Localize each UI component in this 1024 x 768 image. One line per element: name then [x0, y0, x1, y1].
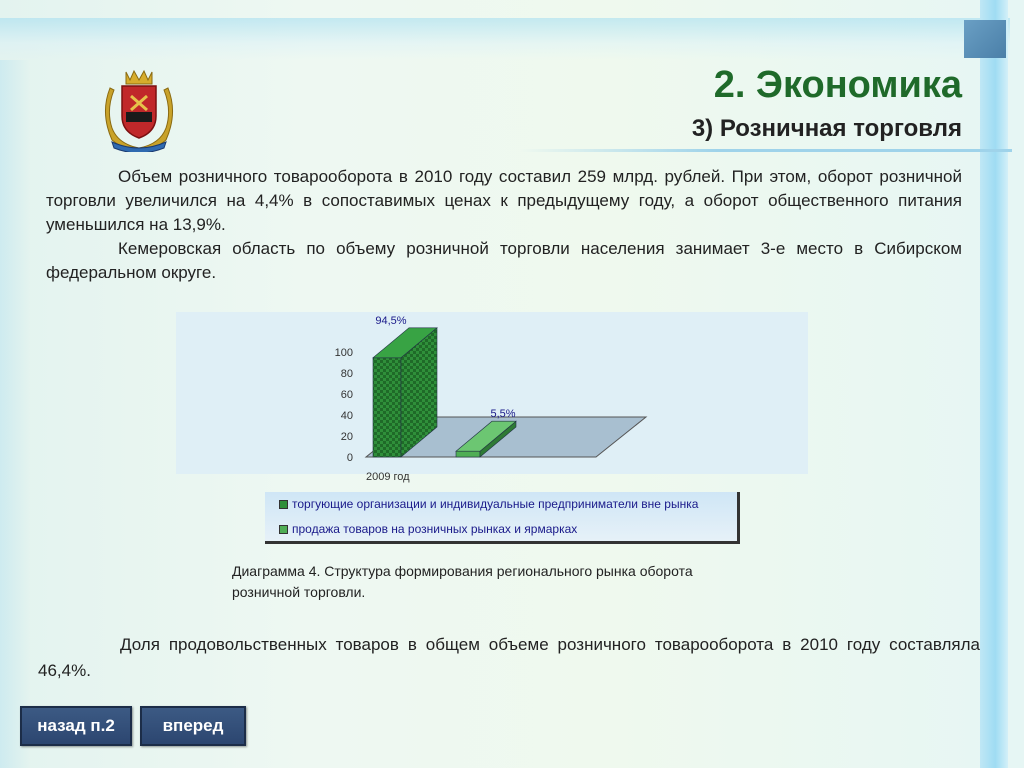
legend-swatch	[279, 525, 288, 534]
body-paragraph: Доля продовольственных товаров в общем объеме розничного товарооборота в 2010 году составляла 46,4%.	[38, 635, 980, 680]
legend-item	[279, 522, 577, 536]
y-tick-label: 80	[340, 368, 353, 380]
legend-swatch	[279, 500, 288, 509]
data-label: 5,5%	[490, 408, 516, 421]
page-title: 2. Экономика	[713, 64, 962, 106]
y-tick-label: 100	[334, 347, 353, 359]
body-paragraph: Объем розничного товарооборота в 2010 году составил 259 млрд. рублей. При этом, оборот розничной торговли увеличился на 4,4% в сопоставимых ценах к предыдущему году, а оборот общественного питания уменьшился на 13,9%.	[46, 167, 962, 234]
bar	[456, 451, 480, 457]
legend-item	[279, 497, 698, 511]
top-decor-band	[0, 18, 1010, 60]
page-subtitle: 3) Розничная торговля	[691, 115, 962, 142]
legend-label: продажа товаров на розничных рынках и ярмарках	[292, 522, 578, 536]
back-button[interactable]: назад п.2	[20, 706, 132, 746]
title-underline	[520, 149, 1012, 152]
corner-decor-square	[964, 20, 1006, 58]
data-label: 94,5%	[375, 314, 407, 327]
right-decor-bar	[980, 0, 1008, 768]
left-decor-fade	[0, 60, 30, 768]
y-tick-label: 40	[340, 410, 353, 422]
body-paragraph: Кемеровская область по объему розничной торговли населения занимает 3-е место в Сибирском федеральном округе.	[46, 239, 962, 282]
chart-legend	[265, 492, 740, 544]
y-tick-label: 60	[340, 389, 353, 401]
y-tick-label: 20	[340, 431, 353, 443]
y-tick-label: 0	[346, 452, 353, 464]
bar	[373, 358, 401, 457]
chart-caption: Диаграмма 4. Структура формирования регионального рынка оборота розничной торговли.	[232, 563, 693, 600]
coat-of-arms-icon	[98, 68, 180, 152]
x-tick-label: 2009 год	[366, 471, 410, 483]
bar-chart	[176, 300, 816, 490]
forward-button[interactable]: вперед	[140, 706, 246, 746]
chart-svg	[176, 300, 816, 490]
legend-label: торгующие организации и индивидуальные предприниматели вне рынка	[292, 497, 699, 511]
